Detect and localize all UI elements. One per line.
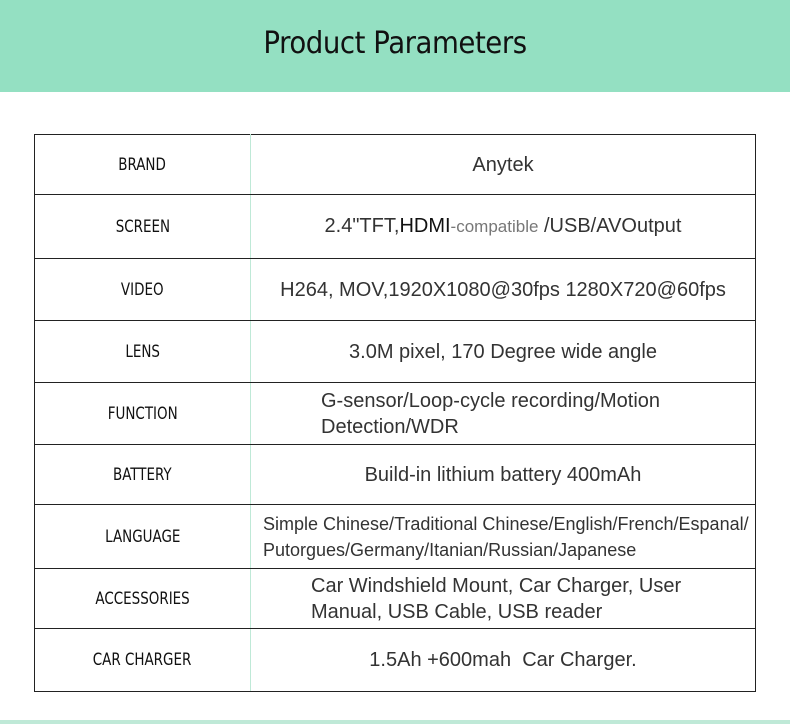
row-value: Anytek [251,135,756,195]
row-value: Simple Chinese/Traditional Chinese/English/French/Espanal/Putorgues/Germany/Itanian/Russian/Japanese [251,505,756,569]
row-value: Build-in lithium battery 400mAh [251,445,756,505]
table-row-brand [35,135,756,195]
footer-divider [0,720,790,724]
table-row-lens [35,321,756,383]
parameters-table [34,134,756,692]
table-row-video [35,259,756,321]
row-label: VIDEO [35,259,251,321]
table-row-screen [35,195,756,259]
row-value: G-sensor/Loop-cycle recording/Motion Detection/WDR [251,383,756,445]
row-value: H264, MOV,1920X1080@30fps 1280X720@60fps [251,259,756,321]
row-value: 1.5Ah +600mah Car Charger. [251,629,756,692]
row-value: 2.4"TFT,HDMI-compatible /USB/AVOutput [251,195,756,259]
row-label: SCREEN [35,195,251,259]
table-row-function [35,383,756,445]
row-label: BATTERY [35,445,251,505]
row-label: LENS [35,321,251,383]
row-value: Car Windshield Mount, Car Charger, User Manual, USB Cable, USB reader [251,569,756,629]
table-row-language [35,505,756,569]
row-label: ACCESSORIES [35,569,251,629]
page-title: Product Parameters [263,26,527,61]
table-row-battery [35,445,756,505]
table-row-accessories [35,569,756,629]
header-banner [0,0,790,92]
row-value: 3.0M pixel, 170 Degree wide angle [251,321,756,383]
row-label: CAR CHARGER [35,629,251,692]
row-label: LANGUAGE [35,505,251,569]
row-label: FUNCTION [35,383,251,445]
row-label: BRAND [35,135,251,195]
table-row-car-charger [35,629,756,692]
